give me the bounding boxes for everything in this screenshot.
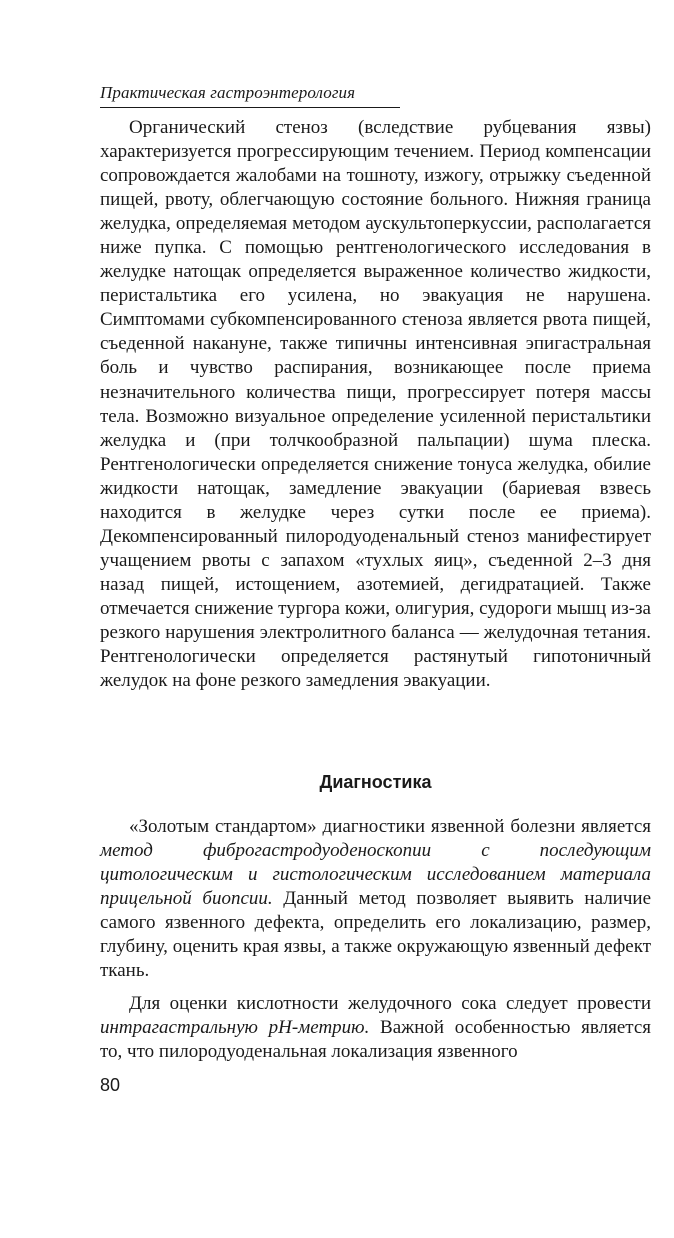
paragraph-text: Данный метод позволяет выявить наличие самого язвенного дефекта, определить его локализацию, размер, глубину, оценить края язвы, а также окружающую язвенный дефект ткань. [100, 888, 652, 982]
text-block-diagnostics [100, 815, 651, 1064]
running-head: Практическая гастроэнтерология [100, 82, 400, 108]
paragraph-text: «Золотым стандартом» диагностики язвенной болезни является [129, 816, 651, 837]
emphasized-text: метод фиброгастродуоденоскопии с последующим цитологическим и гистологическим исследованием материала прицельной биопсии. [100, 840, 651, 910]
paragraph-gold-standard [100, 815, 651, 983]
paragraph-ph-metry [100, 992, 651, 1064]
text-block-stenosis [100, 116, 651, 693]
paragraph-text: Важной особенностью является то, что пилородуоденальная локализация язвенного [100, 1017, 651, 1063]
paragraph-stenosis: Органический стеноз (вследствие рубцевания язвы) характеризуется прогрессирующим течением. Период компенсации сопровождается жалобами на тошноту, изжогу, отрыжку съеденной пищей, рвоту, облегчающую состояние больного. Нижняя граница желудка, определяемая методом аускультоперкуссии, располагается ниже пупка. С помощью рентгенологического исследования в желудке натощак определяется выраженное количество жидкости, перистальтика его усилена, но эвакуация не нарушена. Симптомами субкомпенсированного стеноза является рвота пищей, съеденной накануне, также типичны интенсивная эпигастральная боль и чувство распирания, возникающее после приема незначительного количества пищи, прогрессирует потеря массы тела. Возможно визуальное определение усиленной перистальтики желудка и (при толчкообразной пальпации) шума плеска. Рентгенологически определяется снижение тонуса желудка, обилие жидкости натощак, замедление эвакуации (бариевая взвесь находится в желудке через сутки после ее приема). Декомпенсированный пилородуоденальный стеноз манифестирует учащением рвоты с запахом «тухлых яиц», съеденной 2–3 дня назад пищей, истощением, азотемией, дегидратацией. Также отмечается снижение тургора кожи, олигурия, судороги мышц из-за резкого нарушения электролитного баланса — желудочная тетания. Рентгенологически определяется растянутый гипотоничный желудок на фоне резкого замедления эвакуации. [100, 117, 651, 692]
emphasized-text: интрагастральную рН-метрию. [100, 1017, 370, 1039]
paragraph-text: Для оценки кислотности желудочного сока следует провести [129, 993, 651, 1015]
page-number: 80 [100, 1075, 121, 1095]
section-heading: Диагностика [319, 772, 432, 792]
